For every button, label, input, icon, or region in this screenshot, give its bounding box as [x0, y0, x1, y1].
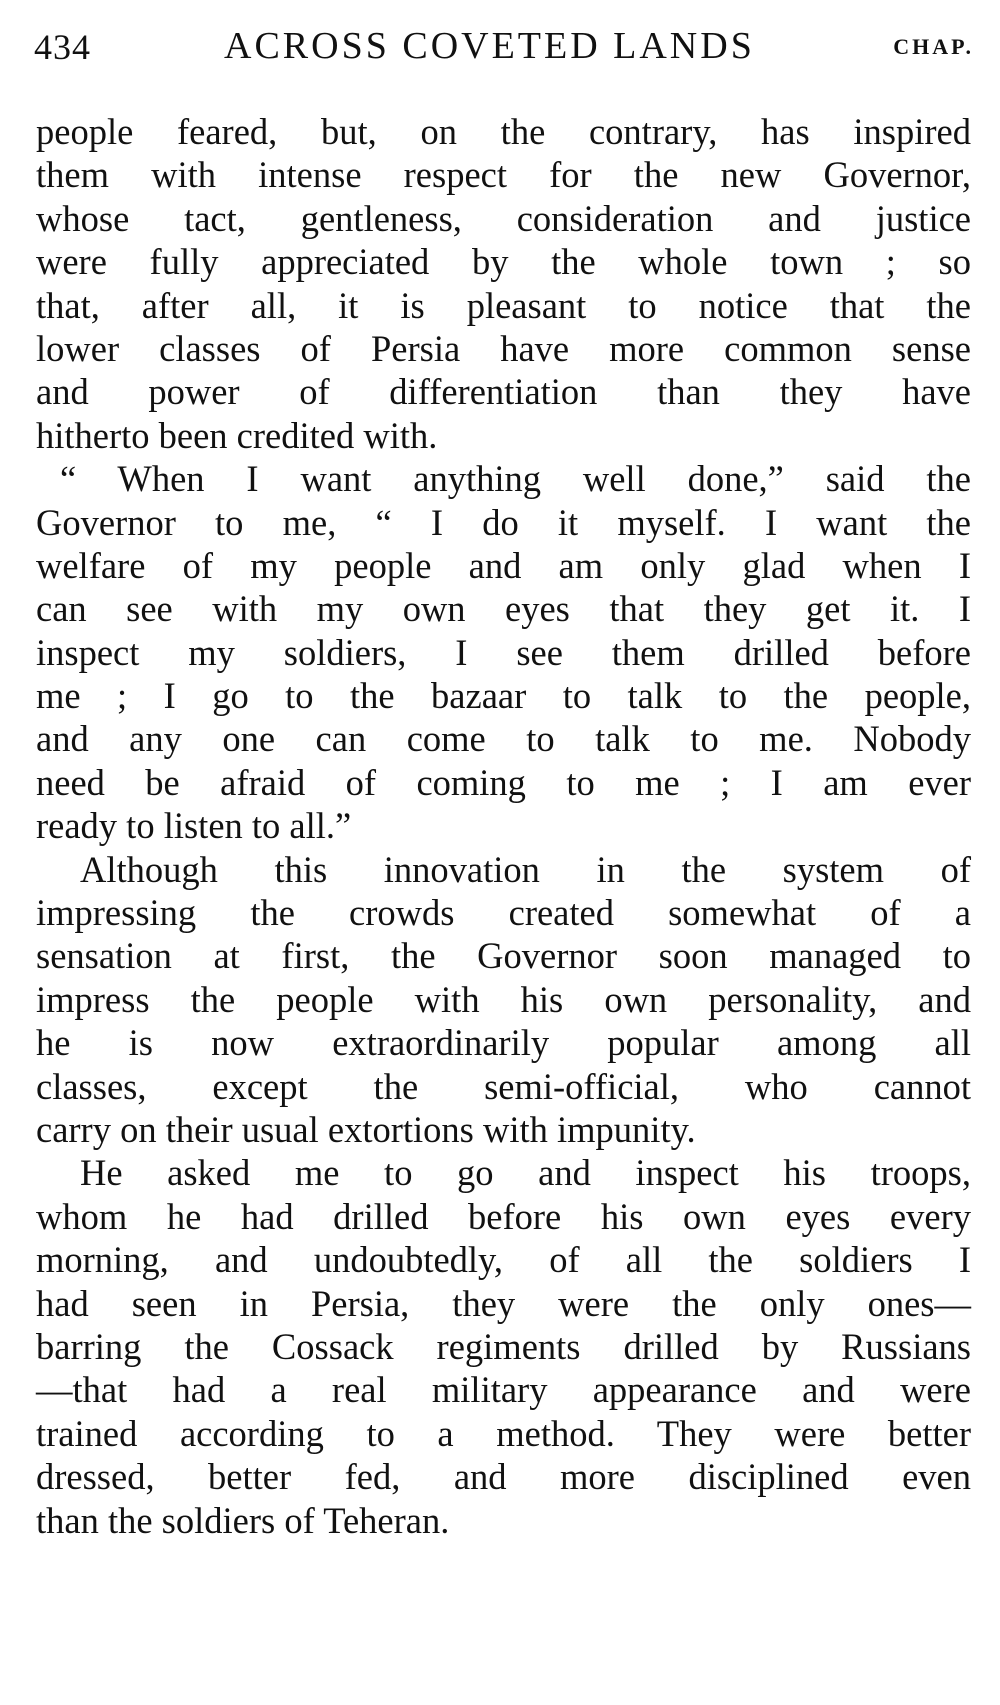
- text-line: lower classes of Persia have more common sense: [36, 327, 971, 369]
- text-line: and any one can come to talk to me. Nobody: [36, 718, 971, 760]
- text-line: people feared, but, on the contrary, has inspired: [36, 111, 971, 152]
- text-line: morning, and undoubtedly, of all the soldiers I: [36, 1239, 971, 1281]
- text-line: had seen in Persia, they were the only ones—: [36, 1282, 971, 1324]
- text-line: them with intense respect for the new Governor,: [36, 154, 971, 196]
- text-line: Although this innovation in the system of: [80, 848, 971, 890]
- text-line: and power of differentiation than they have: [36, 371, 971, 413]
- text-line: “ When I want anything well done,” said the: [60, 458, 971, 500]
- text-line: hitherto been credited with.: [36, 414, 438, 456]
- text-line: were fully appreciated by the whole town ; so: [36, 241, 971, 283]
- body-text: [36, 110, 971, 1542]
- text-line: impressing the crowds created somewhat of a: [36, 892, 971, 934]
- text-line: Governor to me, “ I do it myself. I want the: [36, 501, 971, 543]
- text-line: he is now extraordinarily popular among all: [36, 1022, 971, 1064]
- text-line: can see with my own eyes that they get it. I: [36, 588, 971, 630]
- text-line: ready to listen to all.”: [36, 805, 352, 847]
- text-line: inspect my soldiers, I see them drilled before: [36, 631, 971, 673]
- page-number: 434: [34, 27, 91, 67]
- text-line: welfare of my people and am only glad when I: [36, 544, 971, 586]
- text-line: barring the Cossack regiments drilled by Russians: [36, 1325, 971, 1367]
- text-line: whom he had drilled before his own eyes every: [36, 1195, 971, 1237]
- text-line: whose tact, gentleness, consideration and justice: [36, 197, 971, 239]
- text-line: trained according to a method. They were better: [36, 1412, 971, 1454]
- text-line: carry on their usual extortions with impunity.: [36, 1108, 696, 1150]
- text-line: than the soldiers of Teheran.: [36, 1499, 450, 1541]
- text-line: that, after all, it is pleasant to notice that the: [36, 284, 971, 326]
- text-line: dressed, better fed, and more disciplined even: [36, 1456, 971, 1498]
- text-line: classes, except the semi-official, who cannot: [36, 1065, 971, 1107]
- text-line: need be afraid of coming to me ; I am ever: [36, 761, 971, 803]
- running-title: ACROSS COVETED LANDS: [224, 25, 755, 67]
- text-line: sensation at first, the Governor soon managed to: [36, 935, 971, 977]
- page-header: [34, 20, 974, 80]
- text-line: impress the people with his own personality, and: [36, 978, 971, 1020]
- chapter-label: CHAP.: [893, 34, 974, 59]
- text-line: —that had a real military appearance and were: [36, 1369, 971, 1411]
- text-line: He asked me to go and inspect his troops,: [80, 1152, 971, 1194]
- text-line: me ; I go to the bazaar to talk to the people,: [36, 675, 971, 717]
